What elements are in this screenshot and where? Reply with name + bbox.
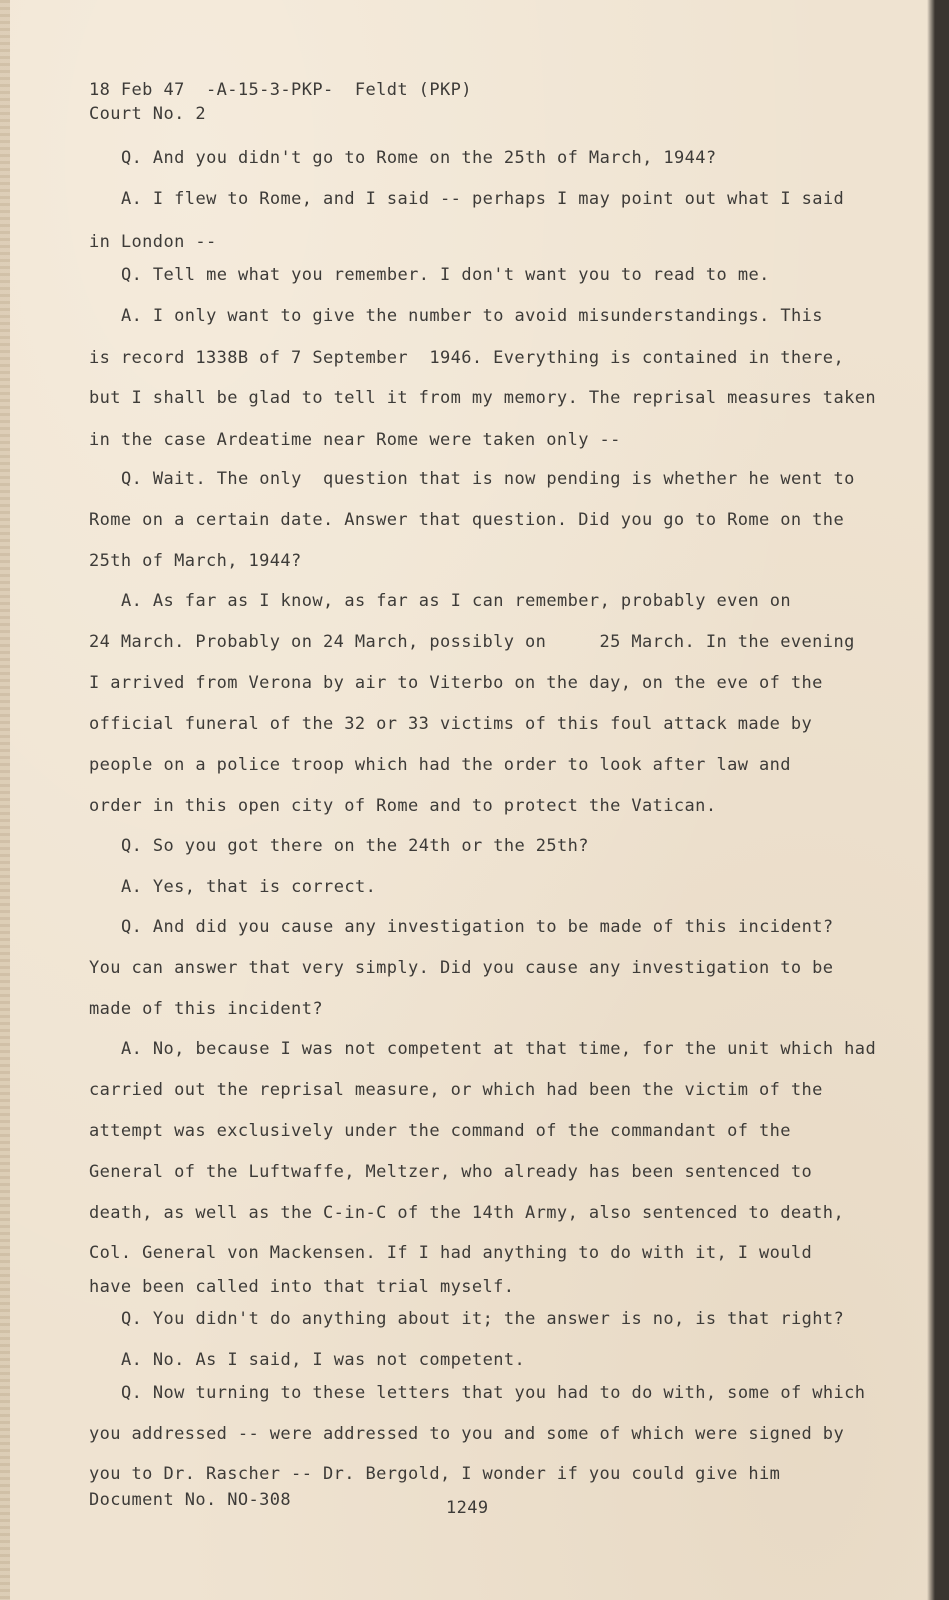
transcript-line: Q. Tell me what you remember. I don't want you to read to me. <box>121 265 770 285</box>
transcript-line: A. As far as I know, as far as I can remember, probably even on <box>121 591 791 611</box>
transcript-line: is record 1338B of 7 September 1946. Everything is contained in there, <box>89 348 845 368</box>
transcript-line: Q. Wait. The only question that is now pending is whether he went to <box>121 469 855 489</box>
transcript-line: A. No. As I said, I was not competent. <box>121 1350 526 1370</box>
transcript-line: A. Yes, that is correct. <box>121 877 377 897</box>
transcript-line: 25th of March, 1944? <box>89 551 302 571</box>
transcript-line: but I shall be glad to tell it from my memory. The reprisal measures taken <box>89 388 876 408</box>
transcript-line: General of the Luftwaffe, Meltzer, who already has been sentenced to <box>89 1162 813 1182</box>
transcript-line: death, as well as the C-in-C of the 14th Army, also sentenced to death, <box>89 1203 845 1223</box>
transcript-line: people on a police troop which had the order to look after law and <box>89 755 791 775</box>
header-line-1: 18 Feb 47 -A-15-3-PKP- Feldt (PKP) <box>89 80 472 100</box>
document-number: Document No. NO-308 <box>89 1490 292 1510</box>
transcript-line: carried out the reprisal measure, or which had been the victim of the <box>89 1080 823 1100</box>
transcript-line: have been called into that trial myself. <box>89 1277 515 1297</box>
transcript-line: Col. General von Mackensen. If I had anything to do with it, I would <box>89 1243 813 1263</box>
transcript-line: attempt was exclusively under the command of the commandant of the <box>89 1121 791 1141</box>
transcript-line: A. I only want to give the number to avoid misunderstandings. This <box>121 306 823 326</box>
transcript-line: in the case Ardeatime near Rome were taken only -- <box>89 430 621 450</box>
transcript-line: I arrived from Verona by air to Viterbo on the day, on the eve of the <box>89 673 823 693</box>
transcript-line: You can answer that very simply. Did you cause any investigation to be <box>89 958 834 978</box>
transcript-line: Q. And did you cause any investigation to be made of this incident? <box>121 917 834 937</box>
transcript-line: Q. You didn't do anything about it; the answer is no, is that right? <box>121 1309 845 1329</box>
transcript-line: Rome on a certain date. Answer that question. Did you go to Rome on the <box>89 510 845 530</box>
transcript-line: you to Dr. Rascher -- Dr. Bergold, I wonder if you could give him <box>89 1464 781 1484</box>
transcript-line: order in this open city of Rome and to protect the Vatican. <box>89 796 717 816</box>
transcript-line: you addressed -- were addressed to you and some of which were signed by <box>89 1424 845 1444</box>
transcript-line: A. No, because I was not competent at that time, for the unit which had <box>121 1039 877 1059</box>
transcript-line: Q. Now turning to these letters that you had to do with, some of which <box>121 1383 866 1403</box>
transcript-line: in London -- <box>89 232 217 252</box>
page-number: 1249 <box>446 1498 489 1518</box>
header-line-2: Court No. 2 <box>89 104 206 124</box>
transcript-line: Q. And you didn't go to Rome on the 25th of March, 1944? <box>121 148 717 168</box>
transcript-line: official funeral of the 32 or 33 victims of this foul attack made by <box>89 714 813 734</box>
binding-edge <box>0 0 10 1600</box>
transcript-line: 24 March. Probably on 24 March, possibly on 25 March. In the evening <box>89 632 855 652</box>
transcript-line: made of this incident? <box>89 999 323 1019</box>
transcript-line: A. I flew to Rome, and I said -- perhaps I may point out what I said <box>121 189 845 209</box>
page-edge-shadow <box>927 0 949 1600</box>
transcript-line: Q. So you got there on the 24th or the 25th? <box>121 836 589 856</box>
